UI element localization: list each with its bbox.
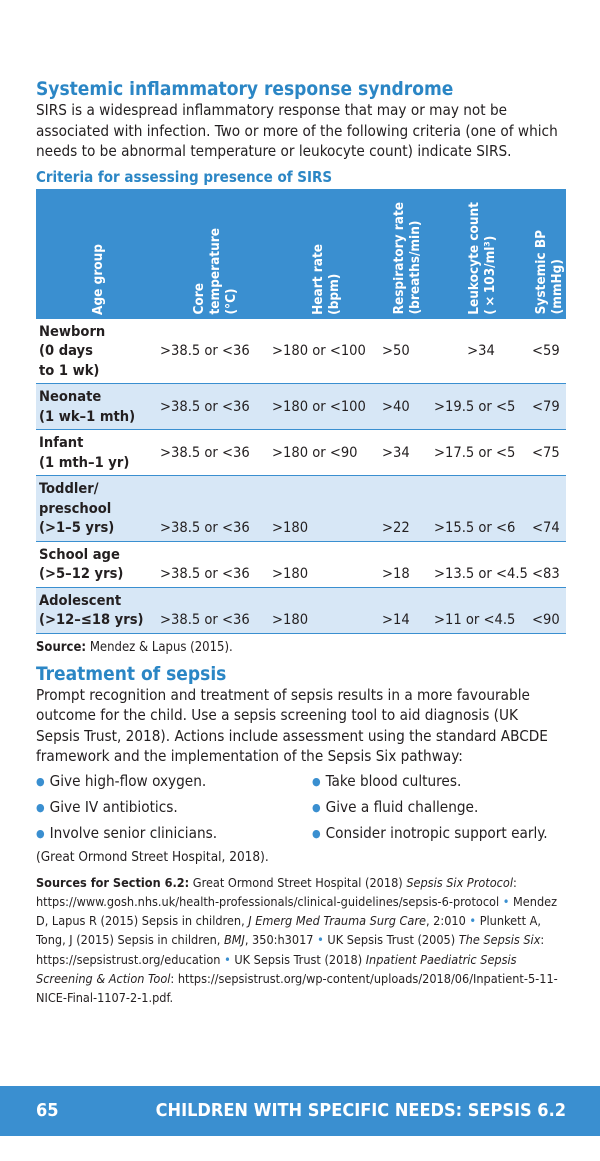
page-footer: [0, 1086, 600, 1136]
temperature-cell: >38.5 or <36: [158, 430, 270, 476]
age-group-cell: School age (>5–12 yrs): [36, 541, 158, 587]
header-respiratory-rate: Respiratory rate (breaths/min): [380, 189, 432, 319]
header-systemic-bp: Systemic BP (mmHg): [530, 189, 566, 319]
respiratory-rate-cell: >14: [380, 587, 432, 633]
respiratory-rate-cell: >18: [380, 541, 432, 587]
temperature-cell: >38.5 or <36: [158, 319, 270, 384]
bp-cell: <79: [530, 384, 566, 430]
leukocyte-cell: >15.5 or <6: [432, 476, 530, 542]
sepsis-six-list: [36, 769, 566, 847]
sirs-criteria-table: [36, 189, 566, 634]
leukocyte-cell: >34: [432, 319, 530, 384]
list-item: ● Give a fluid challenge.: [312, 795, 566, 821]
chapter-title: CHILDREN WITH SPECIFIC NEEDS: SEPSIS 6.2: [155, 1100, 566, 1121]
heart-rate-cell: >180: [270, 476, 380, 542]
page-number: 65: [36, 1100, 59, 1121]
temperature-cell: >38.5 or <36: [158, 476, 270, 542]
bp-cell: <83: [530, 541, 566, 587]
leukocyte-cell: >19.5 or <5: [432, 384, 530, 430]
table-row: [36, 541, 566, 587]
age-group-cell: Toddler/ preschool (>1–5 yrs): [36, 476, 158, 542]
treatment-intro: Prompt recognition and treatment of sepsis results in a more favourable outcome for the child. Use a sepsis screening tool to aid diagnosis (UK Sepsis Trust, 2018). Actions include assessment using the standard ABCDE framework and the implementation of the Sepsis Six pathway:: [36, 685, 548, 765]
list-item: ● Take blood cultures.: [312, 769, 566, 795]
respiratory-rate-cell: >50: [380, 319, 432, 384]
temperature-cell: >38.5 or <36: [158, 384, 270, 430]
heart-rate-cell: >180: [270, 587, 380, 633]
table-row: [36, 476, 566, 542]
leukocyte-cell: >11 or <4.5: [432, 587, 530, 633]
heart-rate-cell: >180 or <100: [270, 384, 380, 430]
respiratory-rate-cell: >40: [380, 384, 432, 430]
table-source: Source: Mendez & Lapus (2015).: [36, 639, 233, 655]
heart-rate-cell: >180 or <100: [270, 319, 380, 384]
temperature-cell: >38.5 or <36: [158, 587, 270, 633]
table-row: [36, 384, 566, 430]
bp-cell: <59: [530, 319, 566, 384]
sirs-table-title: Criteria for assessing presence of SIRS: [36, 167, 333, 186]
bp-cell: <74: [530, 476, 566, 542]
age-group-cell: Adolescent (>12–≤18 yrs): [36, 587, 158, 633]
respiratory-rate-cell: >34: [380, 430, 432, 476]
header-heart-rate: Heart rate (bpm): [270, 189, 380, 319]
heart-rate-cell: >180 or <90: [270, 430, 380, 476]
header-leukocyte-count: Leukocyte count (×103/ml³): [432, 189, 530, 319]
treatment-heading: Treatment of sepsis: [36, 662, 227, 685]
sirs-intro: SIRS is a widespread inflammatory response that may or may not be associated with infection. Two or more of the following criteria (one of which needs to be abnormal temperature or leukocyte count) indicate SIRS.: [36, 101, 558, 160]
age-group-cell: Infant (1 mth–1 yr): [36, 430, 158, 476]
treatment-citation: (Great Ormond Street Hospital, 2018).: [36, 848, 269, 865]
respiratory-rate-cell: >22: [380, 476, 432, 542]
list-item: ● Give high-flow oxygen.: [36, 769, 312, 795]
leukocyte-cell: >13.5 or <4.5: [432, 541, 530, 587]
age-group-cell: Newborn (0 days to 1 wk): [36, 319, 158, 384]
leukocyte-cell: >17.5 or <5: [432, 430, 530, 476]
section-sources: Sources for Section 6.2: Great Ormond Street Hospital (2018) Sepsis Six Protocol: https://www.gosh.nhs.uk/health-professionals/clinical-guidelines/sepsis-6-protocol • Mendez D, Lapus R (2015) Sepsis in children, J Emerg Med Trauma Surg Care, 2:010 • Plunkett A, Tong, J (2015) Sepsis in children, BMJ, 350:h3017 • UK Sepsis Trust (2005) The Sepsis Six: https://sepsistrust.org/education • UK Sepsis Trust (2018) Inpatient Paediatric Sepsis Screening & Action Tool: https://sepsistrust.org/wp-content/uploads/2018/06/Inpatient-5-11-NICE-Final-1107-2-1.pdf.: [36, 874, 558, 1006]
age-group-cell: Neonate (1 wk–1 mth): [36, 384, 158, 430]
table-row: [36, 430, 566, 476]
list-item: ● Involve senior clinicians.: [36, 821, 312, 847]
bp-cell: <75: [530, 430, 566, 476]
list-item: ● Consider inotropic support early.: [312, 821, 566, 847]
table-row: [36, 587, 566, 633]
page-content: [36, 78, 566, 1008]
temperature-cell: >38.5 or <36: [158, 541, 270, 587]
list-item: ● Give IV antibiotics.: [36, 795, 312, 821]
table-header-row: [36, 189, 566, 319]
sirs-heading: Systemic inflammatory response syndrome: [36, 78, 454, 100]
bp-cell: <90: [530, 587, 566, 633]
heart-rate-cell: >180: [270, 541, 380, 587]
table-row: [36, 319, 566, 384]
header-core-temperature: Core temperature (°C): [158, 189, 270, 319]
header-age-group: Age group: [36, 189, 158, 319]
